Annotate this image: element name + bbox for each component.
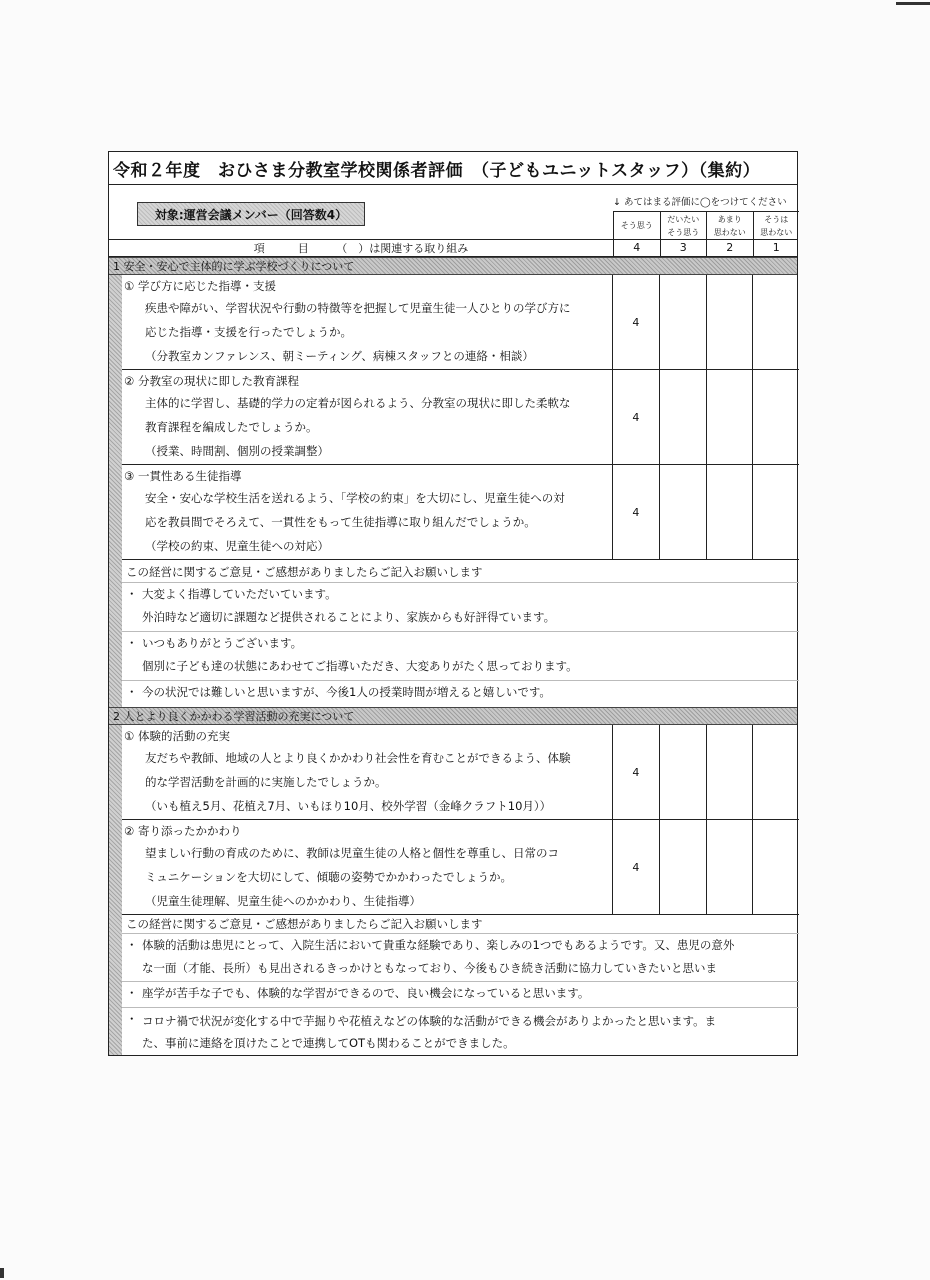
score-cell-2[interactable] (706, 370, 753, 464)
comment-line: 外泊時など適切に課題など提供されることにより、家族からも好評得ています。 (142, 610, 556, 624)
item-scores (613, 465, 799, 559)
bullet: ・ (126, 938, 138, 952)
comment-entry (122, 631, 799, 680)
item-column-header: 項 目 （ ）は関連する取り組み (253, 242, 469, 255)
item-line: （児童生徒理解、児童生徒へのかかわり、生徒指導） (145, 894, 421, 908)
score-cell-3[interactable] (659, 370, 706, 464)
bullet: ・ (126, 636, 138, 650)
score-cell-1[interactable] (752, 725, 799, 819)
item-line: 応を教員間でそろえて、一貫性をもって生徒指導に取り組んだでしょうか。 (145, 515, 536, 529)
item-scores (613, 370, 799, 464)
item-title: ② 分教室の現状に即した教育課程 (124, 374, 299, 388)
item-line: 応じた指導・支援を行ったでしょうか。 (145, 325, 352, 339)
evaluation-item (122, 725, 799, 820)
score-cell-4[interactable]: 4 (632, 505, 640, 519)
item-line: （分教室カンファレンス、朝ミーティング、病棟スタッフとの連絡・相談） (145, 349, 534, 363)
scan-corner-mark (896, 2, 930, 5)
item-text (122, 820, 613, 914)
score-header-4: 4 (613, 240, 660, 256)
item-title: ① 学び方に応じた指導・支援 (124, 279, 276, 293)
comment-line: いつもありがとうございます。 (142, 636, 303, 650)
item-scores (613, 275, 799, 369)
comment-entry (122, 1007, 799, 1055)
score-header-2: 2 (706, 240, 753, 256)
score-cell-2[interactable] (706, 725, 753, 819)
comment-line: 体験的活動は患児にとって、入院生活において貴重な経験であり、楽しみの1つでもあるようです。又、患児の意外 (142, 938, 735, 952)
item-title: ① 体験的活動の充実 (124, 729, 230, 743)
score-cell-3[interactable] (659, 725, 706, 819)
scale-label-3: だいたい そう思う (660, 211, 707, 239)
item-scores (613, 725, 799, 819)
bullet: ・ (126, 685, 138, 699)
section-strip (109, 725, 122, 1055)
evaluation-item (122, 370, 799, 465)
item-text (122, 275, 613, 369)
score-cell-2[interactable] (706, 465, 753, 559)
score-cell-2[interactable] (706, 275, 753, 369)
item-line: （いも植え5月、花植え7月、いもほり10月、校外学習（金峰クラフト10月）） (145, 799, 552, 813)
score-cell-4[interactable]: 4 (632, 410, 640, 424)
section-heading: 1 安全・安心で主体的に学ぶ学校づくりについて (109, 257, 797, 275)
score-cell-4[interactable]: 4 (632, 860, 640, 874)
comment-line: 大変よく指導していただいています。 (142, 587, 337, 601)
item-text (122, 725, 613, 819)
section-strip (109, 275, 122, 707)
item-text (122, 465, 613, 559)
scale-label-1: そうは 思わない (753, 211, 800, 239)
comment-line: コロナ禍で状況が変化する中で芋掘りや花植えなどの体験的な活動ができる機会がありよかったと思います。ま (142, 1014, 717, 1028)
score-cell-3[interactable] (659, 820, 706, 914)
score-cell-1[interactable] (752, 275, 799, 369)
opinion-heading: この経営に関するご意見・ご感想がありましたらご記入お願いします (126, 565, 483, 579)
item-line: （授業、時間割、個別の授業調整） (145, 444, 329, 458)
scan-edge-mark (0, 1268, 4, 1278)
scale-headers (613, 211, 799, 239)
item-line: 疾患や障がい、学習状況や行動の特徴等を把握して児童生徒一人ひとりの学び方に (145, 301, 571, 315)
comment-line: 個別に子ども達の状態にあわせてご指導いただき、大変ありがたく思っております。 (142, 659, 578, 673)
evaluation-item (122, 465, 799, 560)
evaluation-sheet (108, 151, 798, 1056)
item-line: 主体的に学習し、基礎的学力の定着が図られるよう、分教室の現状に即した柔軟な (145, 396, 571, 410)
item-line: （学校の約束、児童生徒への対応） (145, 539, 329, 553)
comment-line: た、事前に連絡を頂けたことで連携してOTも関わることができました。 (142, 1036, 515, 1050)
score-header-1: 1 (753, 240, 800, 256)
bullet: ・ (126, 986, 138, 1000)
bullet: ・ (126, 1012, 138, 1026)
target-label: 対象:運営会議メンバー（回答数4） (137, 202, 365, 226)
column-header-row (109, 239, 797, 257)
item-line: 教育課程を編成したでしょうか。 (145, 420, 318, 434)
score-cell-1[interactable] (752, 820, 799, 914)
score-column-headers (613, 240, 799, 256)
item-scores (613, 820, 799, 914)
comment-entry (122, 582, 799, 631)
comment-line: 今の状況では難しいと思いますが、今後1人の授業時間が増えると嬉しいです。 (142, 685, 551, 699)
scale-label-2: あまり 思わない (706, 211, 753, 239)
score-cell-3[interactable] (659, 465, 706, 559)
evaluation-item (122, 275, 799, 370)
item-text (122, 370, 613, 464)
comment-entry (122, 933, 799, 981)
opinion-heading: この経営に関するご意見・ご感想がありましたらご記入お願いします (126, 917, 483, 931)
item-line: 的な学習活動を計画的に実施したでしょうか。 (145, 775, 387, 789)
scale-label-4: そう思う (613, 211, 660, 239)
comment-line: な一面（才能、長所）も見出されるきっかけともなっており、今後もひき続き活動に協力していきたいと思いま (142, 961, 717, 975)
score-cell-1[interactable] (752, 465, 799, 559)
evaluation-item (122, 820, 799, 915)
score-cell-4[interactable]: 4 (632, 765, 640, 779)
item-line: ミュニケーションを大切にして、傾聴の姿勢でかかわったでしょうか。 (145, 870, 512, 884)
score-cell-2[interactable] (706, 820, 753, 914)
score-header-3: 3 (660, 240, 707, 256)
item-title: ② 寄り添ったかかわり (124, 824, 242, 838)
comment-entry (122, 981, 799, 1007)
score-cell-1[interactable] (752, 370, 799, 464)
section-heading: 2 人とより良くかかわる学習活動の充実について (109, 707, 797, 725)
instruction-text: ↓ あてはまる評価に◯をつけてください (613, 197, 787, 208)
bullet: ・ (126, 587, 138, 601)
comment-line: 座学が苦手な子でも、体験的な学習ができるので、良い機会になっていると思います。 (142, 986, 590, 1000)
score-cell-3[interactable] (659, 275, 706, 369)
page-title: 令和２年度 おひさま分教室学校関係者評価 （子どもユニットスタッフ）（集約） (109, 152, 797, 185)
score-cell-4[interactable]: 4 (632, 315, 640, 329)
item-line: 安全・安心な学校生活を送れるよう、「学校の約束」を大切にし、児童生徒への対 (145, 491, 565, 505)
item-title: ③ 一貫性ある生徒指導 (124, 469, 242, 483)
item-line: 友だちや教師、地域の人とより良くかかわり社会性を育むことができるよう、体験 (145, 751, 571, 765)
item-line: 望ましい行動の育成のために、教師は児童生徒の人格と個性を尊重し、日常のコ (145, 846, 559, 860)
comment-entry (122, 680, 799, 707)
